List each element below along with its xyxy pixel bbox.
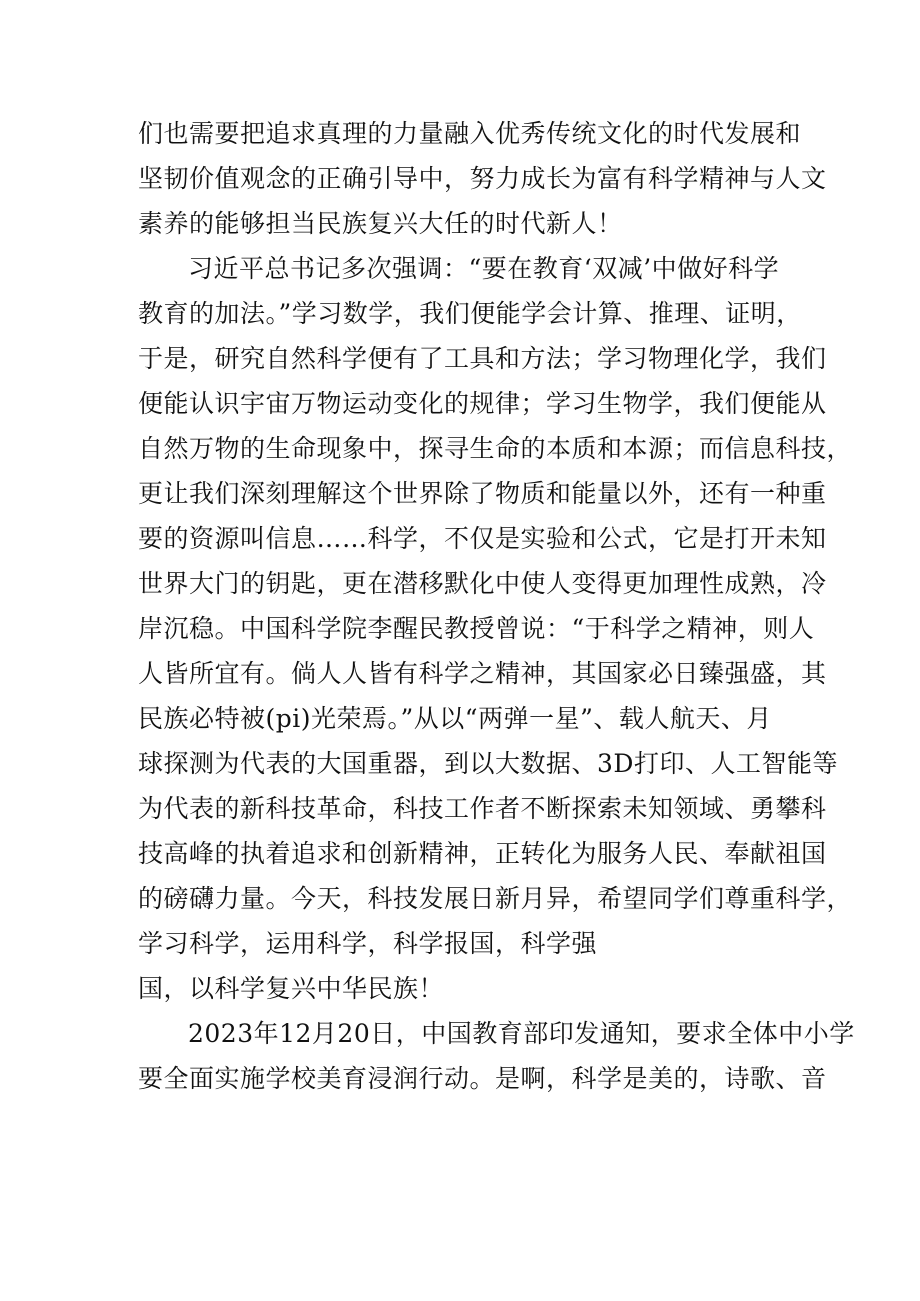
text-line: 教育的加法。”学习数学，我们便能学会计算、推理、证明，	[138, 299, 802, 328]
text-line: 更让我们深刻理解这个世界除了物质和能量以外，还有一种重	[138, 479, 827, 508]
text-line: 便能认识宇宙万物运动变化的规律；学习生物学，我们便能从	[138, 389, 827, 418]
text-line: 球探测为代表的大国重器，到以大数据、3D打印、人工智能等	[138, 749, 838, 778]
text-line: 岸沉稳。中国科学院李醒民教授曾说：“于科学之精神，则人	[138, 614, 815, 643]
text-line: 们也需要把追求真理的力量融入优秀传统文化的时代发展和	[138, 119, 802, 148]
text-line: 自然万物的生命现象中，探寻生命的本质和本源；而信息科技，	[138, 434, 853, 463]
text-line: 要的资源叫信息……科学，不仅是实验和公式，它是打开未知	[138, 524, 827, 553]
text-line: 国，以科学复兴中华民族！	[138, 974, 445, 1003]
body-text	[138, 111, 855, 1101]
paragraph-start-line: 2023年12月20日，中国教育部印发通知，要求全体中小学	[188, 1019, 855, 1048]
text-line: 学习科学，运用科学，科学报国，科学强	[138, 929, 598, 958]
text-line: 为代表的新科技革命，科技工作者不断探索未知领域、勇攀科	[138, 794, 827, 823]
text-line: 民族必特被(pi)光荣焉。”从以“两弹一星”、载人航天、月	[138, 704, 772, 733]
text-line: 素养的能够担当民族复兴大任的时代新人！	[138, 209, 623, 238]
text-line: 要全面实施学校美育浸润行动。是啊，科学是美的，诗歌、音	[138, 1064, 827, 1093]
text-line: 于是，研究自然科学便有了工具和方法；学习物理化学，我们	[138, 344, 827, 373]
text-line: 世界大门的钥匙，更在潜移默化中使人变得更加理性成熟，冷	[138, 569, 827, 598]
text-line: 人皆所宜有。倘人人皆有科学之精神，其国家必日臻强盛，其	[138, 659, 827, 688]
text-line: 坚韧价值观念的正确引导中，努力成长为富有科学精神与人文	[138, 164, 827, 193]
text-line: 的磅礴力量。今天，科技发展日新月异，希望同学们尊重科学，	[138, 884, 853, 913]
text-line: 技高峰的执着追求和创新精神，正转化为服务人民、奉献祖国	[138, 839, 827, 868]
paragraph-start-line: 习近平总书记多次强调：“要在教育‘双减’中做好科学	[188, 254, 780, 283]
